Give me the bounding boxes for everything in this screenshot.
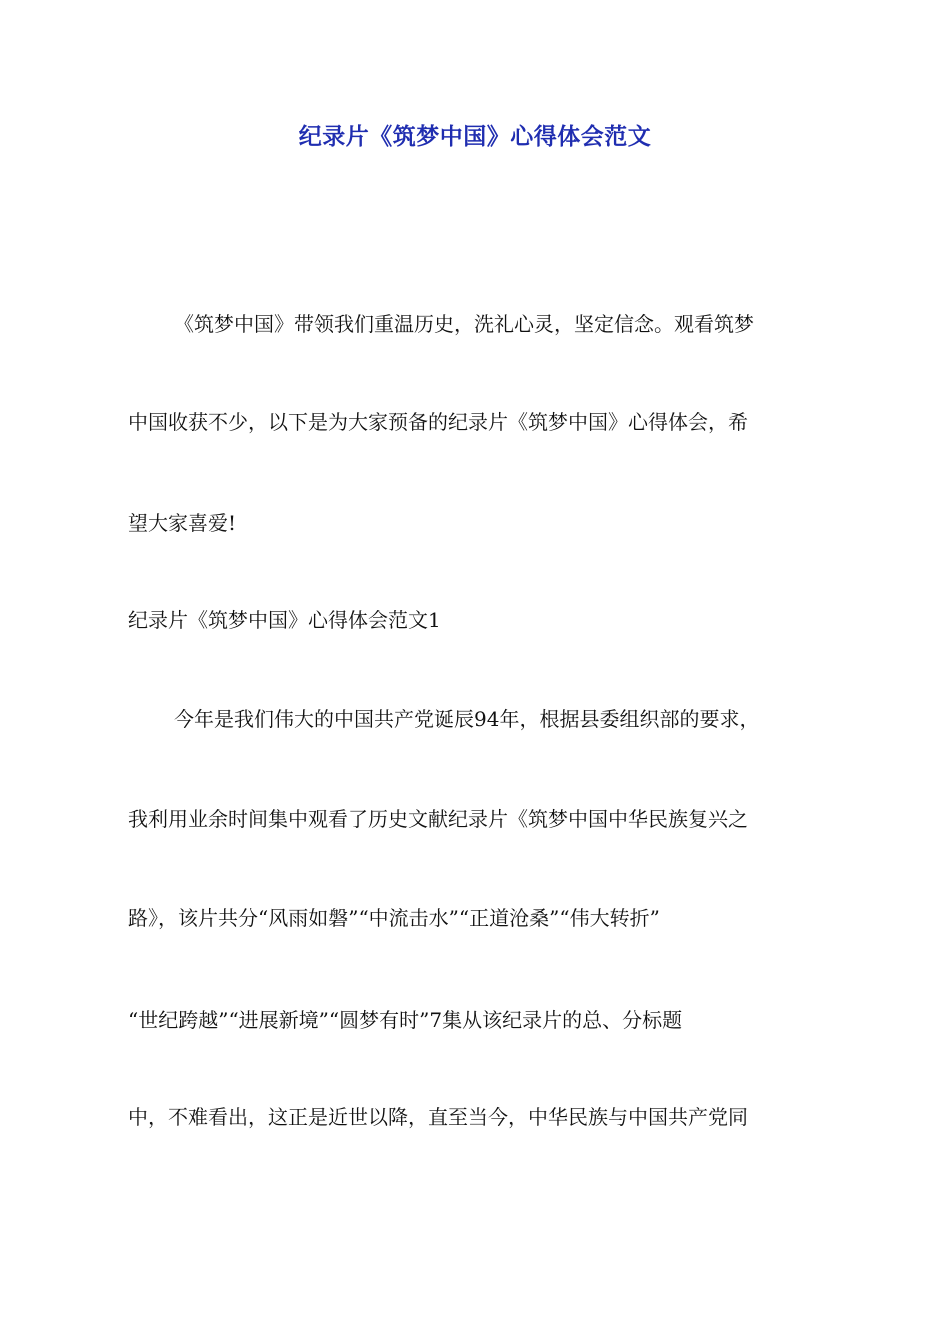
paragraph-line-8: 中，不难看出，这正是近世以降，直至当今，中华民族与中国共产党同: [128, 1105, 748, 1129]
document-title: 纪录片《筑梦中国》心得体会范文: [298, 124, 652, 150]
paragraph-line-4: 今年是我们伟大的中国共产党诞辰94年，根据县委组织部的要求，: [174, 707, 760, 731]
paragraph-line-7: “世纪跨越”“进展新境”“圆梦有时”7集从该纪录片的总、分标题: [128, 1008, 683, 1032]
paragraph-line-5: 我利用业余时间集中观看了历史文献纪录片《筑梦中国中华民族复兴之: [128, 807, 748, 831]
paragraph-line-2: 中国收获不少，以下是为大家预备的纪录片《筑梦中国》心得体会，希: [128, 410, 748, 434]
paragraph-line-1: 《筑梦中国》带领我们重温历史，洗礼心灵，坚定信念。观看筑梦: [174, 312, 754, 336]
paragraph-line-6: 路》，该片共分“风雨如磐”“中流击水”“正道沧桑”“伟大转折”: [128, 906, 660, 930]
paragraph-line-3: 望大家喜爱!: [128, 511, 237, 535]
section-heading: 纪录片《筑梦中国》心得体会范文1: [128, 608, 441, 632]
